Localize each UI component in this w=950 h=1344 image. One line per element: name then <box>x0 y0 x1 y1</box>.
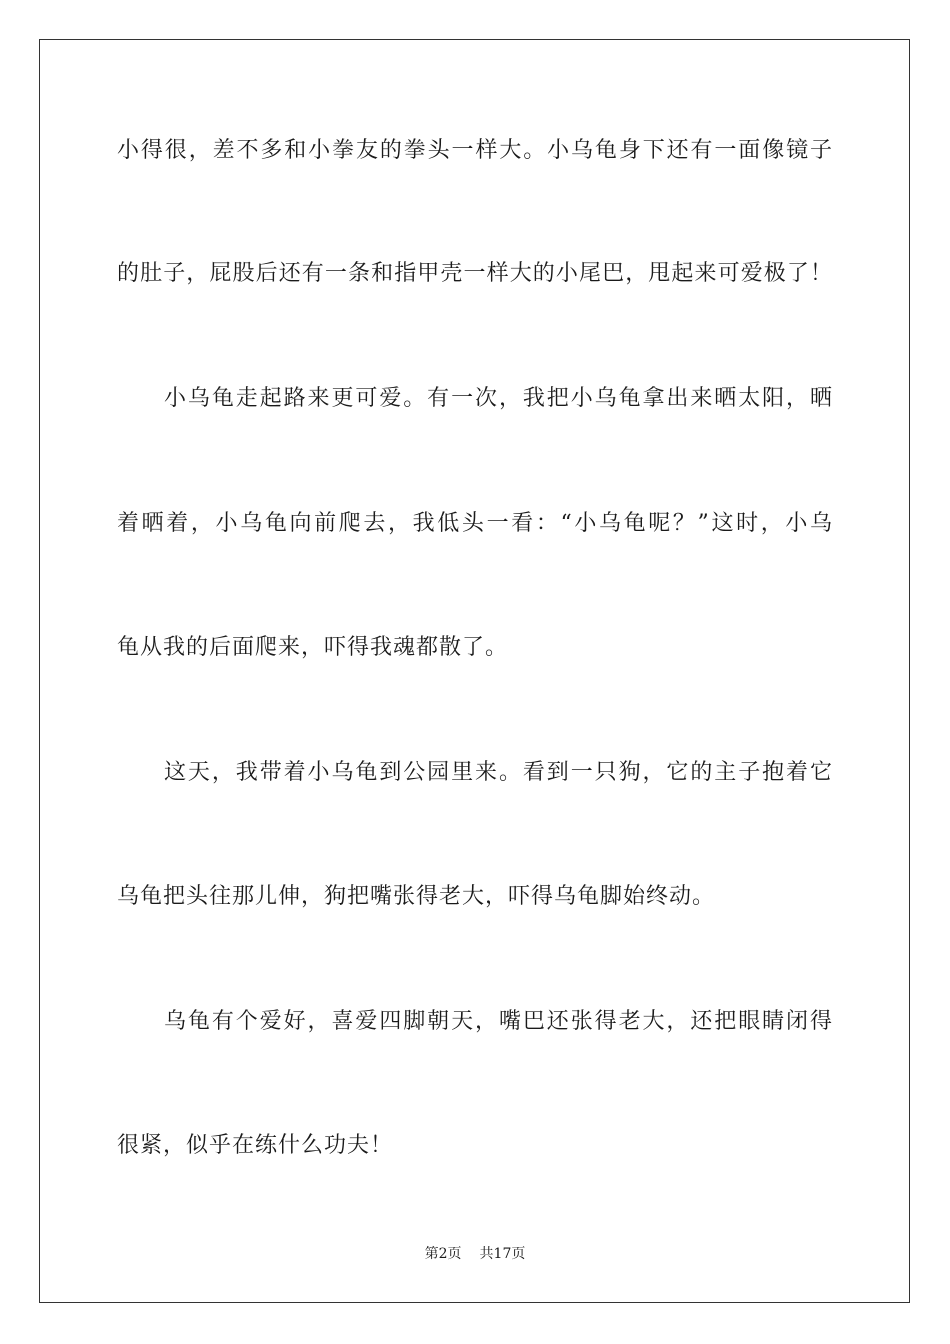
text-line: 龟从我的后面爬来，吓得我魂都散了。 <box>117 635 509 660</box>
text-line: 着晒着，小乌龟向前爬去，我低头一看：“小乌龟呢？”这时，小乌 <box>117 511 833 536</box>
text-line: 乌龟把头往那儿伸，狗把嘴张得老大，吓得乌龟脚始终动。 <box>117 884 716 909</box>
page-border <box>39 39 910 1303</box>
text-line: 很紧，似乎在练什么功夫！ <box>117 1133 394 1158</box>
page-number: 第2页 <box>424 1246 462 1262</box>
page-footer <box>0 1244 950 1264</box>
paragraph-start-line: 这天，我带着小乌龟到公园里来。看到一只狗，它的主子抱着它 <box>164 760 833 785</box>
paragraph-start-line: 乌龟有个爱好，喜爱四脚朝天，嘴巴还张得老大，还把眼睛闭得 <box>164 1009 833 1034</box>
paragraph-start-line: 小乌龟走起路来更可爱。有一次，我把小乌龟拿出来晒太阳，晒 <box>164 386 833 411</box>
page-total: 共17页 <box>479 1246 526 1262</box>
text-line: 的肚子，屁股后还有一条和指甲壳一样大的小尾巴，甩起来可爱极了！ <box>117 261 833 286</box>
text-line: 小得很，差不多和小拳友的拳头一样大。小乌龟身下还有一面像镜子 <box>117 138 833 163</box>
